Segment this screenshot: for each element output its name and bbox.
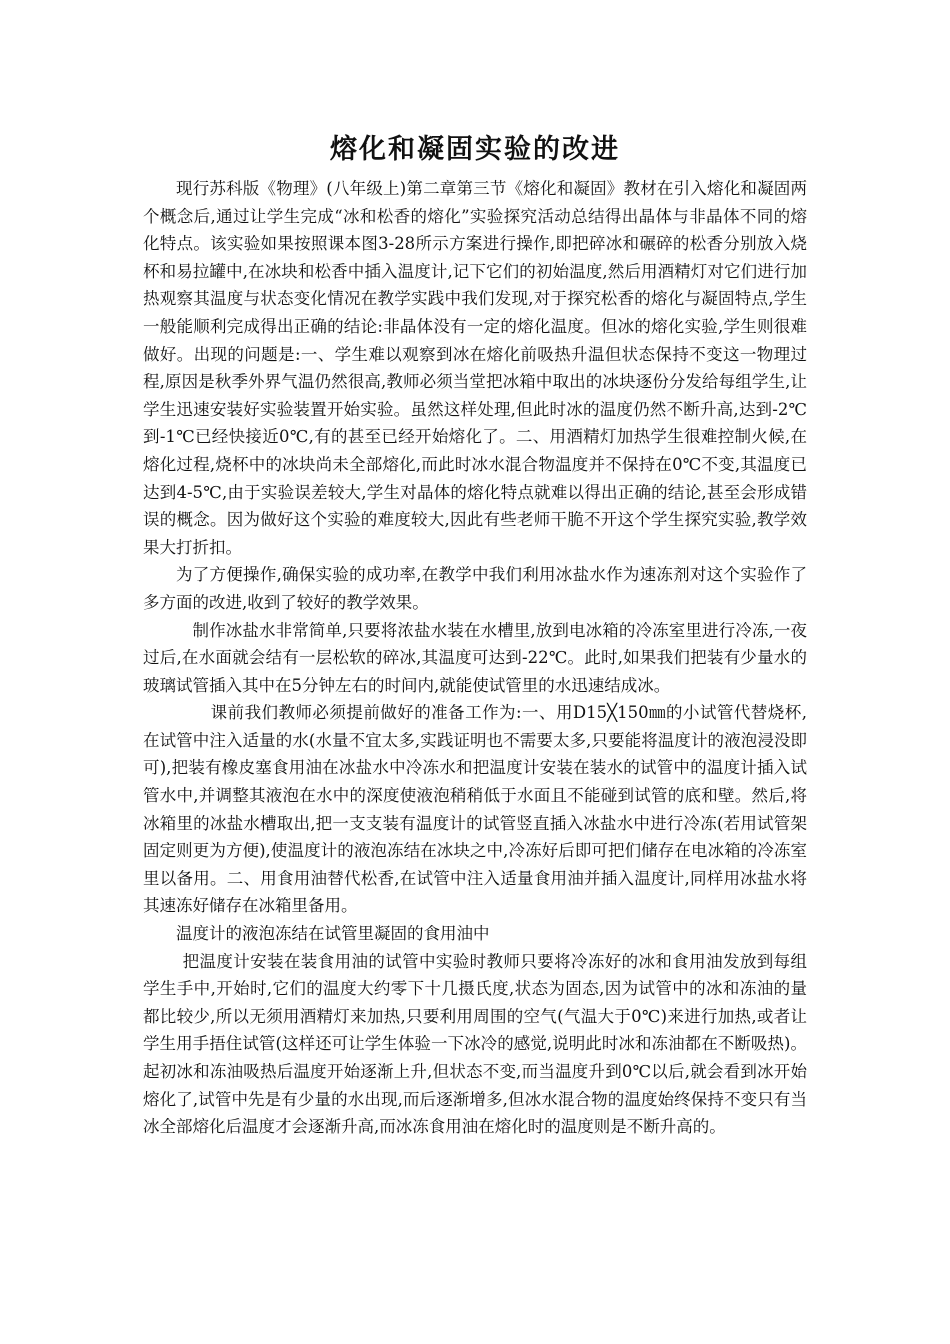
paragraph-preparation: 课前我们教师必须提前做好的准备工作为:一、用D15╳150㎜的小试管代替烧杯,在试管中注入适量的水(水量不宜太多,实践证明也不需要太多,只要能将温度计的液泡浸没即可),把装有橡皮塞食用油在冰盐水中冷冻水和把温度计安装在装水的试管中的温度计插入试管水中,并调整其液泡在水中的深度使液泡稍稍低于水面且不能碰到试管的底和壁。然后,将冰箱里的冰盐水槽取出,把一支支装有温度计的试管竖直插入冰盐水中进行冷冻(若用试管架固定则更为方便),使温度计的液泡冻结在冰块之中,冷冻好后即可把们储存在电冰箱的冷冻室里以备用。二、用食用油替代松香,在试管中注入适量食用油并插入温度计,同样用冰盐水将其速冻好储存在冰箱里备用。 bbox=[143, 703, 807, 916]
paragraph-ice-salt-water: 制作冰盐水非常简单,只要将浓盐水装在水槽里,放到电冰箱的冷冻室里进行冷冻,一夜过后,在水面就会结有一层松软的碎冰,其温度可达到-22℃。此时,如果我们把装有少量水的玻璃试管插入其中在5分钟左右的时间内,就能使试管里的水迅速结成冰。 bbox=[143, 620, 807, 695]
document-title: 熔化和凝固实验的改进 bbox=[330, 134, 620, 165]
paragraph-caption: 温度计的液泡冻结在试管里凝固的食用油中 bbox=[176, 924, 490, 944]
paragraph-improvement: 为了方便操作,确保实验的成功率,在教学中我们利用冰盐水作为速冻剂对这个实验作了多方面的改进,收到了较好的教学效果。 bbox=[143, 565, 807, 612]
paragraph-procedure: 把温度计安装在装食用油的试管中实验时教师只要将冷冻好的冰和食用油发放到每组学生手中,开始时,它们的温度大约零下十几摄氏度,状态为固态,因为试管中的冰和冻油的量都比较少,所以无须用酒精灯来加热,只要利用周围的空气(气温大于0℃)来进行加热,或者让学生用手捂住试管(这样还可让学生体验一下冰冷的感觉,说明此时冰和冻油都在不断吸热)。起初冰和冻油吸热后温度开始逐渐上升,但状态不变,而当温度升到0℃以后,就会看到冰开始熔化了,试管中先是有少量的水出现,而后逐渐增多,但冰水混合物的温度始终保持不变只有当冰全部熔化后温度才会逐渐升高,而冰冻食用油在熔化时的温度则是不断升高的。 bbox=[143, 951, 807, 1137]
paragraph-intro: 现行苏科版《物理》(八年级上)第二章第三节《熔化和凝固》教材在引入熔化和凝固两个概念后,通过让学生完成“冰和松香的熔化”实验探究活动总结得出晶体与非晶体不同的熔化特点。该实验如果按照课本图3-28所示方案进行操作,即把碎冰和碾碎的松香分别放入烧杯和易拉罐中,在冰块和松香中插入温度计,记下它们的初始温度,然后用酒精灯对它们进行加热观察其温度与状态变化情况在教学实践中我们发现,对于探究松香的熔化与凝固特点,学生一般能顺利完成得出正确的结论:非晶体没有一定的熔化温度。但冰的熔化实验,学生则很难做好。出现的问题是:一、学生难以观察到冰在熔化前吸热升温但状态保持不变这一物理过程,原因是秋季外界气温仍然很高,教师必须当堂把冰箱中取出的冰块逐份分发给每组学生,让学生迅速安装好实验装置开始实验。虽然这样处理,但此时冰的温度仍然不断升高,达到-2℃到-1℃已经快接近0℃,有的甚至已经开始熔化了。二、用酒精灯加热学生很难控制火候,在熔化过程,烧杯中的冰块尚未全部熔化,而此时冰水混合物温度并不保持在0℃不变,其温度已达到4-5℃,由于实验误差较大,学生对晶体的熔化特点就难以得出正确的结论,甚至会形成错误的概念。因为做好这个实验的难度较大,因此有些老师干脆不开这个学生探究实验,教学效果大打折扣。 bbox=[143, 179, 807, 557]
document-body bbox=[143, 175, 807, 1141]
